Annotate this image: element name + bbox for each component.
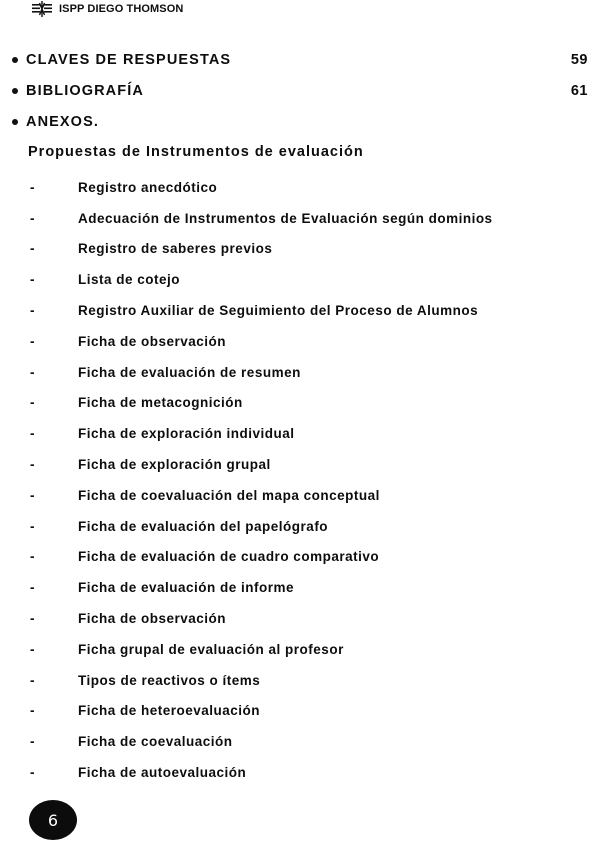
list-item-label: Lista de cotejo (78, 272, 181, 288)
list-item-label: Ficha de observación (78, 611, 227, 627)
page-header (32, 0, 183, 18)
list-item-label: Ficha de evaluación de resumen (78, 364, 301, 380)
list-item[interactable] (30, 603, 493, 634)
dash-marker: - (30, 241, 35, 257)
dash-marker: - (30, 672, 35, 688)
toc-label: CLAVES DE RESPUESTAS (26, 52, 232, 68)
list-item[interactable] (30, 572, 493, 603)
dash-marker: - (30, 179, 35, 195)
list-item[interactable] (30, 696, 493, 727)
list-item[interactable] (30, 757, 493, 788)
dash-marker: - (30, 303, 35, 319)
dash-marker: - (30, 734, 35, 750)
dash-marker: - (30, 580, 35, 596)
list-item-label: Registro Auxiliar de Seguimiento del Proceso de Alumnos (78, 303, 479, 319)
list-item-label: Ficha de coevaluación (78, 734, 233, 750)
list-item-label: Ficha de metacognición (78, 395, 243, 411)
list-item[interactable] (30, 418, 493, 449)
list-item-label: Registro anecdótico (78, 179, 218, 195)
institution-logo-icon (32, 1, 52, 17)
list-item-label: Ficha grupal de evaluación al profesor (78, 641, 344, 657)
list-item[interactable] (30, 203, 493, 234)
annex-list (30, 172, 493, 788)
dash-marker: - (30, 518, 35, 534)
annex-heading: Propuestas de Instrumentos de evaluación (28, 144, 364, 160)
list-item[interactable] (30, 388, 493, 419)
dash-marker: - (30, 765, 35, 781)
page-number-badge: 6 (29, 800, 77, 840)
list-item-label: Tipos de reactivos o ítems (78, 672, 261, 688)
list-item[interactable] (30, 326, 493, 357)
toc-entry-anexos[interactable] (12, 112, 588, 132)
list-item-label: Ficha de coevaluación del mapa conceptual (78, 487, 380, 503)
list-item[interactable] (30, 634, 493, 665)
dash-marker: - (30, 457, 35, 473)
bullet-icon (12, 88, 18, 94)
list-item[interactable] (30, 511, 493, 542)
list-item[interactable] (30, 234, 493, 265)
list-item-label: Ficha de evaluación de cuadro comparativo (78, 549, 380, 565)
list-item-label: Ficha de observación (78, 333, 227, 349)
dash-marker: - (30, 549, 35, 565)
list-item-label: Ficha de evaluación del papelógrafo (78, 518, 329, 534)
list-item[interactable] (30, 726, 493, 757)
dash-marker: - (30, 333, 35, 349)
toc-page-number: 59 (570, 52, 588, 68)
list-item[interactable] (30, 449, 493, 480)
list-item[interactable] (30, 172, 493, 203)
list-item[interactable] (30, 542, 493, 573)
toc-page-number: 61 (570, 83, 588, 99)
bullet-icon (12, 57, 18, 63)
list-item[interactable] (30, 357, 493, 388)
dash-marker: - (30, 210, 35, 226)
list-item-label: Ficha de exploración grupal (78, 457, 271, 473)
toc-label: BIBLIOGRAFÍA (26, 83, 144, 99)
list-item-label: Ficha de evaluación de informe (78, 580, 295, 596)
list-item[interactable] (30, 480, 493, 511)
dash-marker: - (30, 364, 35, 380)
list-item-label: Adecuación de Instrumentos de Evaluación según dominios (78, 210, 493, 226)
dash-marker: - (30, 395, 35, 411)
dash-marker: - (30, 611, 35, 627)
list-item-label: Ficha de heteroevaluación (78, 703, 261, 719)
toc-entry-claves[interactable] (12, 50, 588, 70)
bullet-icon (12, 119, 18, 125)
toc-entry-bibliografia[interactable] (12, 81, 588, 101)
dash-marker: - (30, 487, 35, 503)
dash-marker: - (30, 703, 35, 719)
list-item[interactable] (30, 665, 493, 696)
dash-marker: - (30, 272, 35, 288)
dash-marker: - (30, 641, 35, 657)
dash-marker: - (30, 426, 35, 442)
institution-name: ISPP DIEGO THOMSON (59, 3, 184, 15)
toc-label: ANEXOS. (26, 114, 99, 130)
list-item-label: Registro de saberes previos (78, 241, 273, 257)
list-item-label: Ficha de exploración individual (78, 426, 295, 442)
list-item[interactable] (30, 295, 493, 326)
list-item-label: Ficha de autoevaluación (78, 765, 247, 781)
list-item[interactable] (30, 264, 493, 295)
